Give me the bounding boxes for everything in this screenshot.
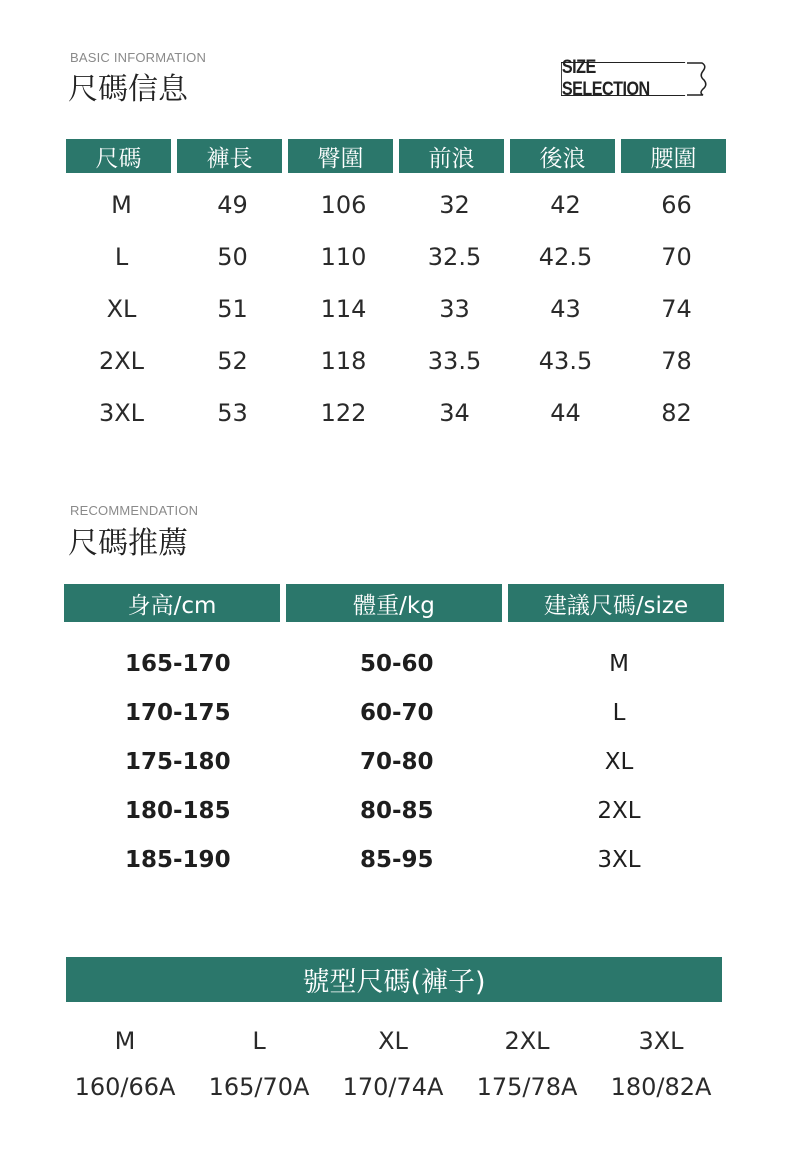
header-hip: 臀圍 [288,139,393,173]
cell: 50-60 [360,651,434,677]
list-item: 165/70A [208,1073,310,1101]
cell: 33.5 [427,347,482,375]
cell: 51 [217,295,248,323]
list-item: 2XL [504,1027,550,1055]
header-pants-length: 褲長 [177,139,282,173]
list-item: XL [378,1027,408,1055]
cell: 70 [661,243,692,271]
cell: 34 [439,399,470,427]
table-row [66,347,732,375]
basic-subtitle: BASIC INFORMATION [70,50,207,65]
cell: L [612,700,626,726]
cell: 3XL [597,847,641,873]
cell: 70-80 [360,749,434,775]
table-row [64,749,724,775]
model-size-codes [58,1073,728,1101]
badge-wave-edge-icon [686,62,708,96]
cell: 170-175 [125,700,231,726]
cell: M [609,651,629,677]
cell: 2XL [98,347,145,375]
cell: 52 [217,347,248,375]
cell: 2XL [597,798,641,824]
cell: 43.5 [538,347,593,375]
header-waist: 腰圍 [621,139,726,173]
cell: 82 [661,399,692,427]
cell: 74 [661,295,692,323]
header-height: 身高/cm [64,584,280,622]
cell: 66 [661,191,692,219]
cell: 42.5 [538,243,593,271]
table-row [66,243,732,271]
cell: 50 [217,243,248,271]
cell: 118 [320,347,367,375]
list-item: 160/66A [74,1073,176,1101]
cell: 78 [661,347,692,375]
cell: 106 [320,191,367,219]
cell: 122 [320,399,367,427]
cell: M [111,191,132,219]
header-recommended-size: 建議尺碼/size [508,584,724,622]
table-row [66,191,732,219]
cell: 49 [217,191,248,219]
cell: 32.5 [427,243,482,271]
cell: XL [106,295,137,323]
model-size-title-bar: 號型尺碼(褲子) [66,957,722,1002]
list-item: 175/78A [476,1073,578,1101]
cell: 32 [439,191,470,219]
basic-title: 尺碼信息 [68,72,188,107]
table-row [66,399,732,427]
cell: 114 [320,295,367,323]
cell: 3XL [98,399,145,427]
list-item: L [252,1027,266,1055]
cell: XL [604,749,634,775]
cell: 180-185 [125,798,231,824]
cell: 33 [439,295,470,323]
cell: 80-85 [360,798,434,824]
table-row [66,295,732,323]
cell: 43 [550,295,581,323]
list-item: 180/82A [610,1073,712,1101]
header-back-rise: 後浪 [510,139,615,173]
cell: 110 [320,243,367,271]
table-row [64,847,724,873]
cell: 44 [550,399,581,427]
basic-table-header [66,139,726,173]
table-row [64,651,724,677]
cell: 60-70 [360,700,434,726]
size-selection-badge: SIZE SELECTION [561,62,685,96]
table-row [64,798,724,824]
recommendation-subtitle: RECOMMENDATION [70,503,199,518]
model-size-labels [58,1027,728,1055]
cell: 165-170 [125,651,231,677]
list-item: M [114,1027,136,1055]
cell: 42 [550,191,581,219]
table-row [64,700,724,726]
header-size: 尺碼 [66,139,171,173]
list-item: 170/74A [342,1073,444,1101]
cell: 175-180 [125,749,231,775]
cell: 185-190 [125,847,231,873]
header-weight: 體重/kg [286,584,502,622]
list-item: 3XL [638,1027,684,1055]
cell: 53 [217,399,248,427]
recommendation-table-header [64,584,724,622]
recommendation-title: 尺碼推薦 [68,526,188,561]
cell: L [114,243,129,271]
cell: 85-95 [360,847,434,873]
header-front-rise: 前浪 [399,139,504,173]
